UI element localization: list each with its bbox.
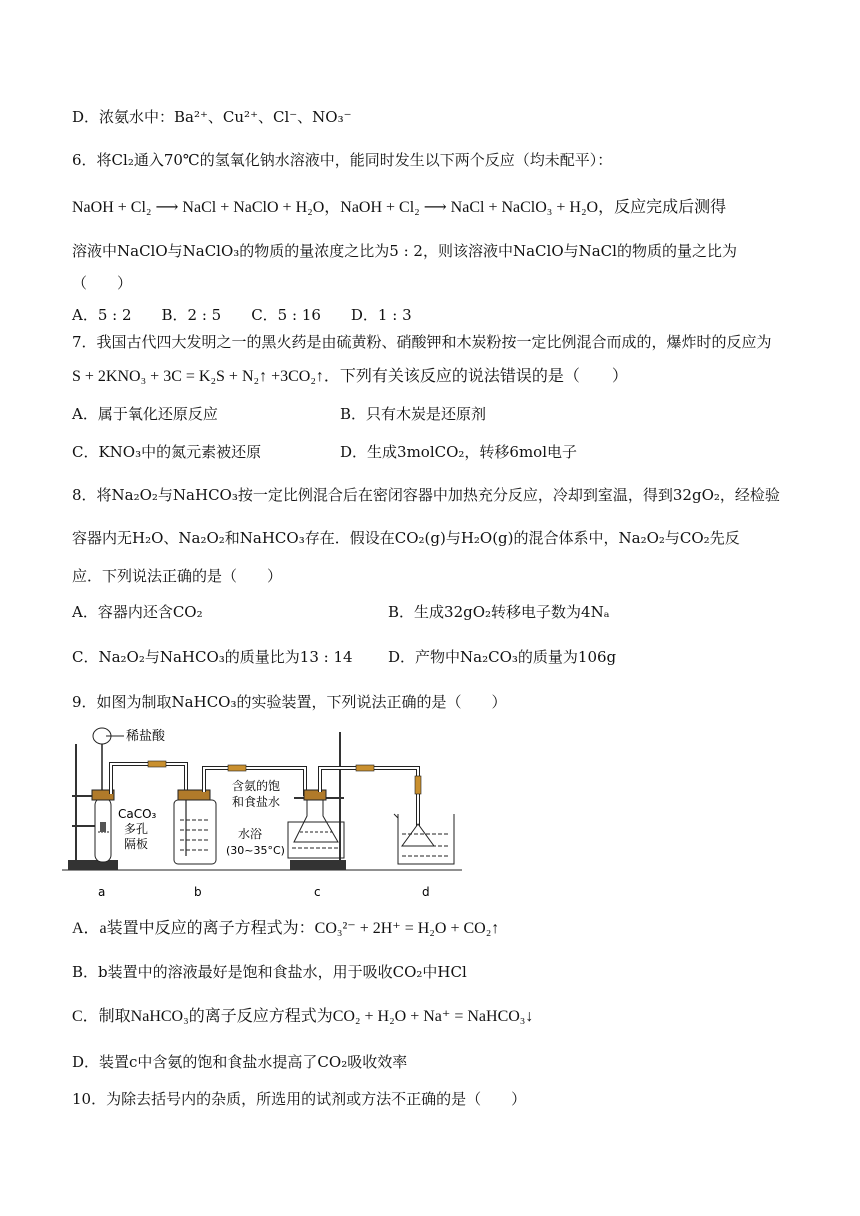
- label-b: b: [194, 885, 202, 899]
- q8-option-c: C．Na₂O₂与NaHCO₃的质量比为13 : 14: [72, 648, 353, 666]
- q7-option-d: D．生成3molCO₂，转移6mol电子: [340, 443, 578, 461]
- q7-option-c: C．KNO₃中的氮元素被还原: [72, 443, 262, 461]
- q8-option-d: D．产物中Na₂CO₃的质量为106g: [388, 648, 617, 666]
- label-d: d: [422, 885, 430, 899]
- label-porous-plate-1: 多孔: [124, 822, 149, 836]
- q6-equations: NaOH + Cl₂ ⟶ NaCl + NaClO + H₂O，NaOH + Cl₂ ⟶ NaCl + NaClO₃ + H₂O，反应完成后测得: [72, 199, 727, 216]
- label-c: c: [314, 885, 321, 899]
- q7-option-a: A．属于氧化还原反应: [72, 405, 218, 423]
- q6-answer-paren: （ ）: [72, 274, 133, 292]
- q5-option-d: D．浓氨水中：Ba²⁺、Cu²⁺、Cl⁻、NO₃⁻: [72, 108, 352, 126]
- q9-stem: 9．如图为制取NaHCO₃的实验装置，下列说法正确的是（ ）: [72, 693, 507, 711]
- label-water-bath-1: 水浴: [238, 827, 263, 841]
- label-brine-1: 含氨的饱: [232, 779, 281, 793]
- label-brine-2: 和食盐水: [232, 795, 281, 809]
- label-caco3: CaCO₃: [118, 807, 157, 821]
- q6-options: A．5 : 2 B．2 : 5 C．5 : 16 D．1 : 3: [72, 306, 412, 324]
- q7-option-b: B．只有木炭是还原剂: [340, 405, 487, 423]
- q9-option-b: B．b装置中的溶液最好是饱和食盐水，用于吸收CO₂中HCl: [72, 963, 467, 981]
- q9-option-a: A．a装置中反应的离子方程式为：CO₃²⁻ + 2H⁺ = H₂O + CO₂↑: [72, 920, 500, 937]
- q8-option-b: B．生成32gO₂转移电子数为4Nₐ: [388, 603, 610, 621]
- q7-equation: S + 2KNO₃ + 3C = K₂S + N₂↑ +3CO₂↑．下列有关该反应的说法错误的是（ ）: [72, 368, 628, 385]
- label-a: a: [98, 885, 106, 899]
- stand-base-a: [68, 860, 118, 870]
- nahco3-apparatus-figure: [62, 724, 462, 904]
- q6-stem-2: 溶液中NaClO与NaClO₃的物质的量浓度之比为5 : 2，则该溶液中NaClO与NaCl的物质的量之比为: [72, 242, 737, 260]
- q10-stem: 10．为除去括号内的杂质，所选用的试剂或方法不正确的是（ ）: [72, 1090, 527, 1108]
- q8-option-a: A．容器内还含CO₂: [72, 603, 203, 621]
- q6-stem: 6．将Cl₂通入70℃的氢氧化钠水溶液中，能同时发生以下两个反应（均未配平）：: [72, 151, 613, 169]
- q7-stem: 7．我国古代四大发明之一的黑火药是由硫黄粉、硝酸钾和木炭粉按一定比例混合而成的，爆炸时的反应为: [72, 333, 772, 351]
- q9-option-c: C．制取NaHCO₃的离子反应方程式为CO₂ + H₂O + Na⁺ = NaHCO₃↓: [72, 1008, 534, 1025]
- label-water-bath-2: (30~35°C): [226, 844, 285, 857]
- q8-stem-2: 容器内无H₂O、Na₂O₂和NaHCO₃存在．假设在CO₂(g)与H₂O(g)的混合体系中，Na₂O₂与CO₂先反: [72, 529, 740, 547]
- label-dilute-hcl: 稀盐酸: [126, 729, 166, 744]
- q8-stem: 8．将Na₂O₂与NaHCO₃按一定比例混合后在密闭容器中加热充分反应，冷却到室温，得到32gO₂，经检验: [72, 486, 780, 504]
- q9-option-d: D．装置c中含氨的饱和食盐水提高了CO₂吸收效率: [72, 1053, 408, 1071]
- label-porous-plate-2: 隔板: [124, 837, 149, 851]
- q8-stem-3: 应．下列说法正确的是（ ）: [72, 567, 283, 585]
